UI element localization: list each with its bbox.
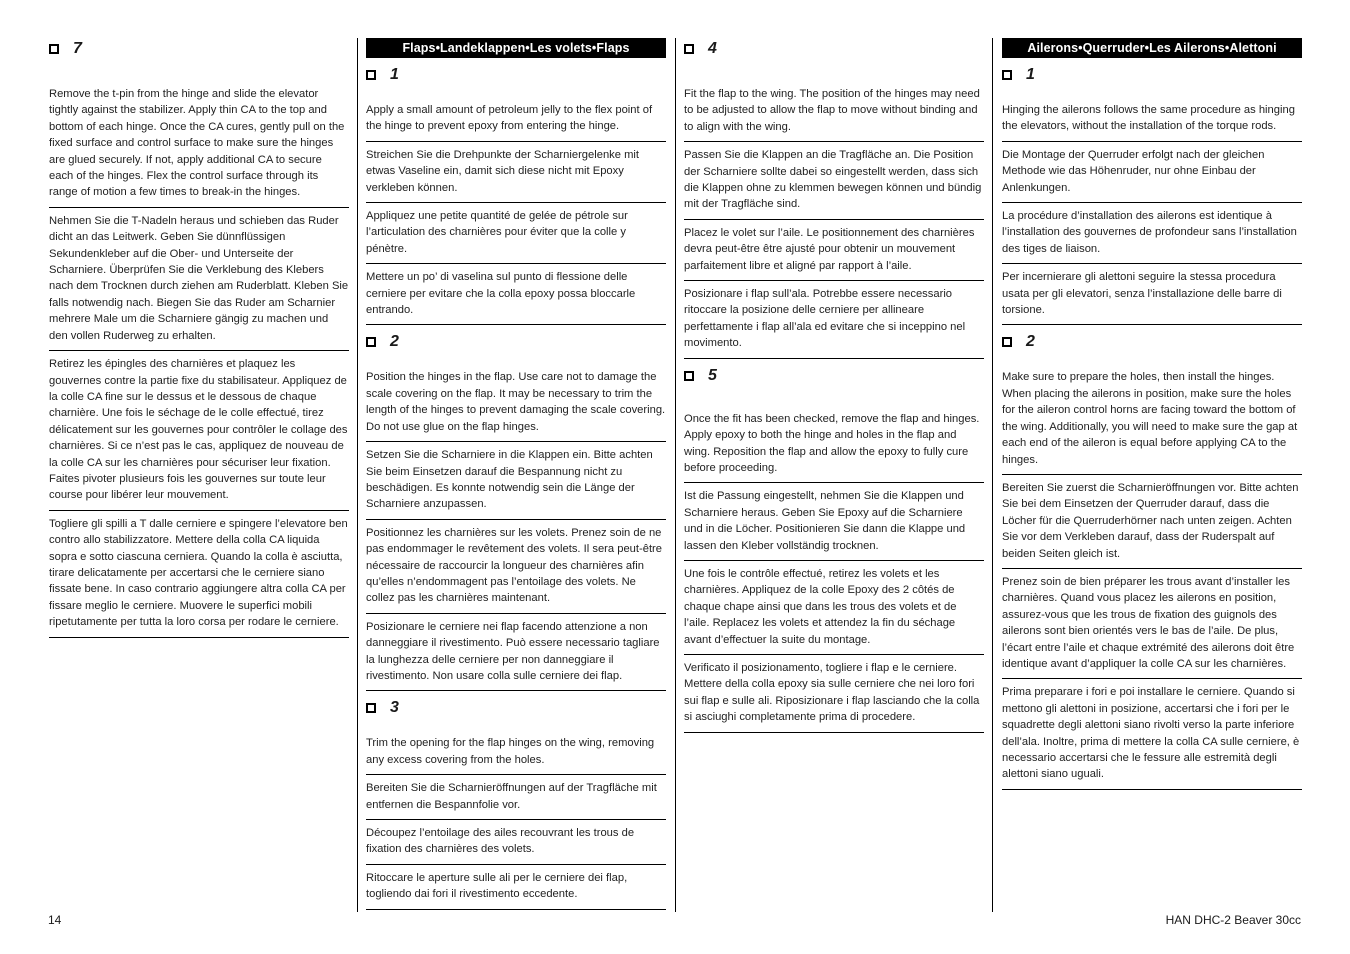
paragraph-it: Mettere un po’ di vaselina sul punto di flessione delle cerniere per evitare che la colla epoxy possa bloccarle entrando.	[366, 264, 666, 325]
step-number: 7	[73, 40, 82, 57]
checkbox-icon	[1002, 337, 1012, 347]
column-divider-1	[357, 38, 358, 912]
column-3	[684, 38, 984, 733]
step-header	[366, 699, 666, 717]
step-header	[684, 40, 984, 58]
column-divider-2	[675, 38, 676, 912]
step-number: 5	[708, 366, 717, 384]
step-number: 1	[390, 66, 399, 83]
step-paragraphs	[366, 98, 666, 325]
paragraph-en: Make sure to prepare the holes, then install the hinges. When placing the ailerons in position, make sure the holes for the aileron control horns are facing toward the bottom of the wing. Additionally, you will need to make sure the gap at each end of the aileron is equal before applying CA to the hinges.	[1002, 365, 1302, 474]
step-paragraphs	[684, 407, 984, 733]
paragraph-fr: Une fois le contrôle effectué, retirez les volets et les charnières. Appliquez de la colle Epoxy des 2 côtés de chaque chape ainsi que dans les trous des volets et de l’aile. Replacez les volets et attendez la fin du séchage avant d’effectuer la suite du montage.	[684, 561, 984, 655]
paragraph-fr: Placez le volet sur l’aile. Le positionnement des charnières devra peut-être être ajusté pour obtenir un mouvement parfaitement libre et aligné par rapport à l’aile.	[684, 220, 984, 281]
paragraph-de: Passen Sie die Klappen an die Tragfläche an. Die Position der Scharniere sollte dabei so eingestellt werden, dass sich die Klappen ohne zu klemmen bewegen können und bündig mit der Tragfläche sind.	[684, 142, 984, 220]
step-number: 1	[1026, 66, 1035, 83]
paragraph-it: Prima preparare i fori e poi installare le cerniere. Quando si mettono gli alettoni in posizione, accertarsi che i fori per le squadrette degli alettoni siano rivolti verso la parte inferiore dell’ala. Inoltre, prima di mettere la colla CA sulle cerniere, è necessario accertarsi che le fessure alle estremità degli alettoni siano uguali.	[1002, 679, 1302, 789]
paragraph-it: Verificato il posizionamento, togliere i flap e le cerniere. Mettere della colla epoxy sia sulle cerniere che nei loro fori sui flap e sulle ali. Riposizionare i flap lasciando che la colla si asciughi completamente prima di procedere.	[684, 655, 984, 733]
paragraph-de: Ist die Passung eingestellt, nehmen Sie die Klappen und Scharniere heraus. Geben Sie Epoxy auf die Scharniere und in die Löcher. Positionieren Sie dann die Klappe und lassen den Kleber vollständig trocknen.	[684, 483, 984, 561]
paragraph-it: Togliere gli spilli a T dalle cerniere e spingere l’elevatore ben contro allo stabilizzatore. Mettere della colla CA liquida sopra e sotto ciascuna cerniera. Quando la colla è asciutta, tirare delicatamente per accertarsi che le cerniere siano fissate bene. In caso contrario aggiungere altra colla CA per fissare meglio le cerniere. Muovere le superfici mobili ripetutamente per tutta la loro corsa per rodare le cerniere.	[49, 511, 349, 638]
step-block	[366, 699, 666, 909]
step-block	[49, 40, 349, 638]
paragraph-de: Streichen Sie die Drehpunkte der Scharniergelenke mit etwas Vaseline ein, damit sich diese nicht mit Epoxy verkleben können.	[366, 142, 666, 203]
step-number: 2	[390, 333, 399, 351]
section-header-ailerons: Ailerons•Querruder•Les Ailerons•Alettoni	[1002, 38, 1302, 58]
paragraph-fr: Positionnez les charnières sur les volets. Prenez soin de ne pas endommager le revêtement des volets. Il sera peut-être nécessaire de raccourcir la longueur des charnières afin qu’elles n’endommagent pas l’entoilage des volets. Ne collez pas les charnières maintenant.	[366, 520, 666, 614]
checkbox-icon	[1002, 70, 1012, 80]
paragraph-fr: La procédure d’installation des ailerons est identique à l’installation des gouvernes de profondeur sans l’installation des tiges de liaison.	[1002, 203, 1302, 264]
step-paragraphs	[1002, 98, 1302, 325]
paragraph-fr: Retirez les épingles des charnières et plaquez les gouvernes contre la partie fixe du stabilisateur. Appliquez de la colle CA fine sur le dessus et le dessous de chaque charnière. Une fois le séchage de le colle effectué, tirez délicatement sur les gouvernes pour contrôler le collage des charnières. Si ce n’est pas le cas, appliquez de nouveau de la colle CA sur les charnières pour sécuriser leur fixation. Faites pivoter plusieurs fois les gouvernes sur toute leur course pour libérer leur mouvement.	[49, 351, 349, 511]
checkbox-icon	[49, 44, 59, 54]
paragraph-fr: Appliquez une petite quantité de gelée de pétrole sur l’articulation des charnières pour éviter que la colle y pénètre.	[366, 203, 666, 264]
footer-title: HAN DHC-2 Beaver 30cc	[1165, 913, 1301, 927]
column-4	[1002, 38, 1302, 790]
paragraph-en: Apply a small amount of petroleum jelly to the flex point of the hinge to prevent epoxy from entering the hinge.	[366, 98, 666, 142]
page-number: 14	[48, 913, 62, 927]
paragraph-en: Remove the t-pin from the hinge and slide the elevator tightly against the stabilizer. Apply thin CA to the top and bottom of each hinge. Once the CA cures, gently pull on the fixed surface and control surface to make sure the hinges are glued securely. If not, apply additional CA to secure each of the hinges. Flex the control surface through its range of motion a few times to break-in the hinges.	[49, 82, 349, 208]
column-1	[49, 38, 349, 638]
paragraph-de: Bereiten Sie zuerst die Scharnieröffnungen vor. Bitte achten Sie bei dem Einsetzen der Querruder darauf, dass die Löcher für die Querruderhörner nach unten zeigen. Achten Sie vor dem Verkleben darauf, dass der Ruderspalt auf beiden Seiten gleich ist.	[1002, 475, 1302, 569]
paragraph-en: Hinging the ailerons follows the same procedure as hinging the elevators, without the installation of the torque rods.	[1002, 98, 1302, 142]
step-block	[1002, 333, 1302, 789]
paragraph-it: Ritoccare le aperture sulle ali per le cerniere dei flap, togliendo dai fori il rivestimento eccedente.	[366, 865, 666, 910]
column-divider-3	[992, 38, 993, 912]
paragraph-fr: Découpez l’entoilage des ailes recouvrant les trous de fixation des charnières des volets.	[366, 820, 666, 865]
paragraph-it: Posizionare le cerniere nei flap facendo attenzione a non danneggiare il rivestimento. Può essere necessario tagliare la lunghezza delle cerniere per non danneggiare il rivestimento. Non usare colla sulle cerniere dei flap.	[366, 614, 666, 692]
section-header-flaps: Flaps•Landeklappen•Les volets•Flaps	[366, 38, 666, 58]
paragraph-it: Posizionare i flap sull’ala. Potrebbe essere necessario ritoccare la posizione delle cerniere per allineare perfettamente i flap all’ala ed evitare che si inceppino nel movimento.	[684, 281, 984, 359]
step-block	[1002, 66, 1302, 325]
paragraph-de: Setzen Sie die Scharniere in die Klappen ein. Bitte achten Sie beim Einsetzen darauf die Bespannung nicht zu beschädigen. Es konnte notwendig sein die Länge der Scharniere anzupassen.	[366, 442, 666, 520]
step-header	[684, 367, 984, 385]
step-header	[366, 66, 666, 84]
paragraph-fr: Prenez soin de bien préparer les trous avant d’installer les charnières. Quand vous placez les ailerons en position, assurez-vous que les trous de fixation des guignols des ailerons sont bien orientés vers le bas de l’aile. De plus, l’écart entre l’aile et chaque extrémité des ailerons doit être identique avant d’appliquer la colle CA sur les charnières.	[1002, 569, 1302, 679]
paragraph-en: Position the hinges in the flap. Use care not to damage the scale covering on the flap. It may be necessary to trim the length of the hinges to prevent damaging the scale covering. Do not use glue on the flap hinges.	[366, 365, 666, 442]
paragraph-en: Once the fit has been checked, remove the flap and hinges. Apply epoxy to both the hinge and holes in the flap and wing. Reposition the flap and allow the epoxy to fully cure before proceeding.	[684, 407, 984, 484]
checkbox-icon	[366, 337, 376, 347]
checkbox-icon	[366, 70, 376, 80]
step-block	[366, 333, 666, 691]
checkbox-icon	[366, 703, 376, 713]
step-paragraphs	[1002, 365, 1302, 789]
step-paragraphs	[49, 82, 349, 638]
paragraph-de: Bereiten Sie die Scharnieröffnungen auf der Tragfläche mit entfernen die Bespannfolie vor.	[366, 775, 666, 820]
checkbox-icon	[684, 44, 694, 54]
checkbox-icon	[684, 371, 694, 381]
step-paragraphs	[684, 82, 984, 359]
step-header	[1002, 66, 1302, 84]
paragraph-de: Nehmen Sie die T-Nadeln heraus und schieben das Ruder dicht an das Leitwerk. Geben Sie dünnflüssigen Sekundenkleber auf die Ober- und Unterseite der Scharniere. Überprüfen Sie die Verklebung des Klebers nach dem Trocknen durch ziehen am Ruderblatt. Kleben Sie falls notwendig nach. Biegen Sie das Ruder am Scharnier mehrere Male um die Scharniere gängig zu machen und den vollen Ruderweg zu erhalten.	[49, 208, 349, 351]
step-paragraphs	[366, 365, 666, 691]
paragraph-it: Per incernierare gli alettoni seguire la stessa procedura usata per gli elevatori, senza l’installazione delle barre di torsione.	[1002, 264, 1302, 325]
step-block	[684, 367, 984, 733]
step-paragraphs	[366, 731, 666, 909]
step-number: 3	[390, 699, 399, 717]
paragraph-en: Fit the flap to the wing. The position of the hinges may need to be adjusted to allow the flap to move without binding and to align with the wing.	[684, 82, 984, 142]
column-2	[366, 38, 666, 910]
step-number: 2	[1026, 333, 1035, 351]
paragraph-de: Die Montage der Querruder erfolgt nach der gleichen Methode wie das Höhenruder, nur ohne Einbau der Anlenkungen.	[1002, 142, 1302, 203]
step-block	[366, 66, 666, 325]
step-number: 4	[708, 40, 717, 57]
paragraph-en: Trim the opening for the flap hinges on the wing, removing any excess covering from the holes.	[366, 731, 666, 775]
step-header	[49, 40, 349, 58]
step-header	[1002, 333, 1302, 351]
step-block	[684, 40, 984, 359]
step-header	[366, 333, 666, 351]
